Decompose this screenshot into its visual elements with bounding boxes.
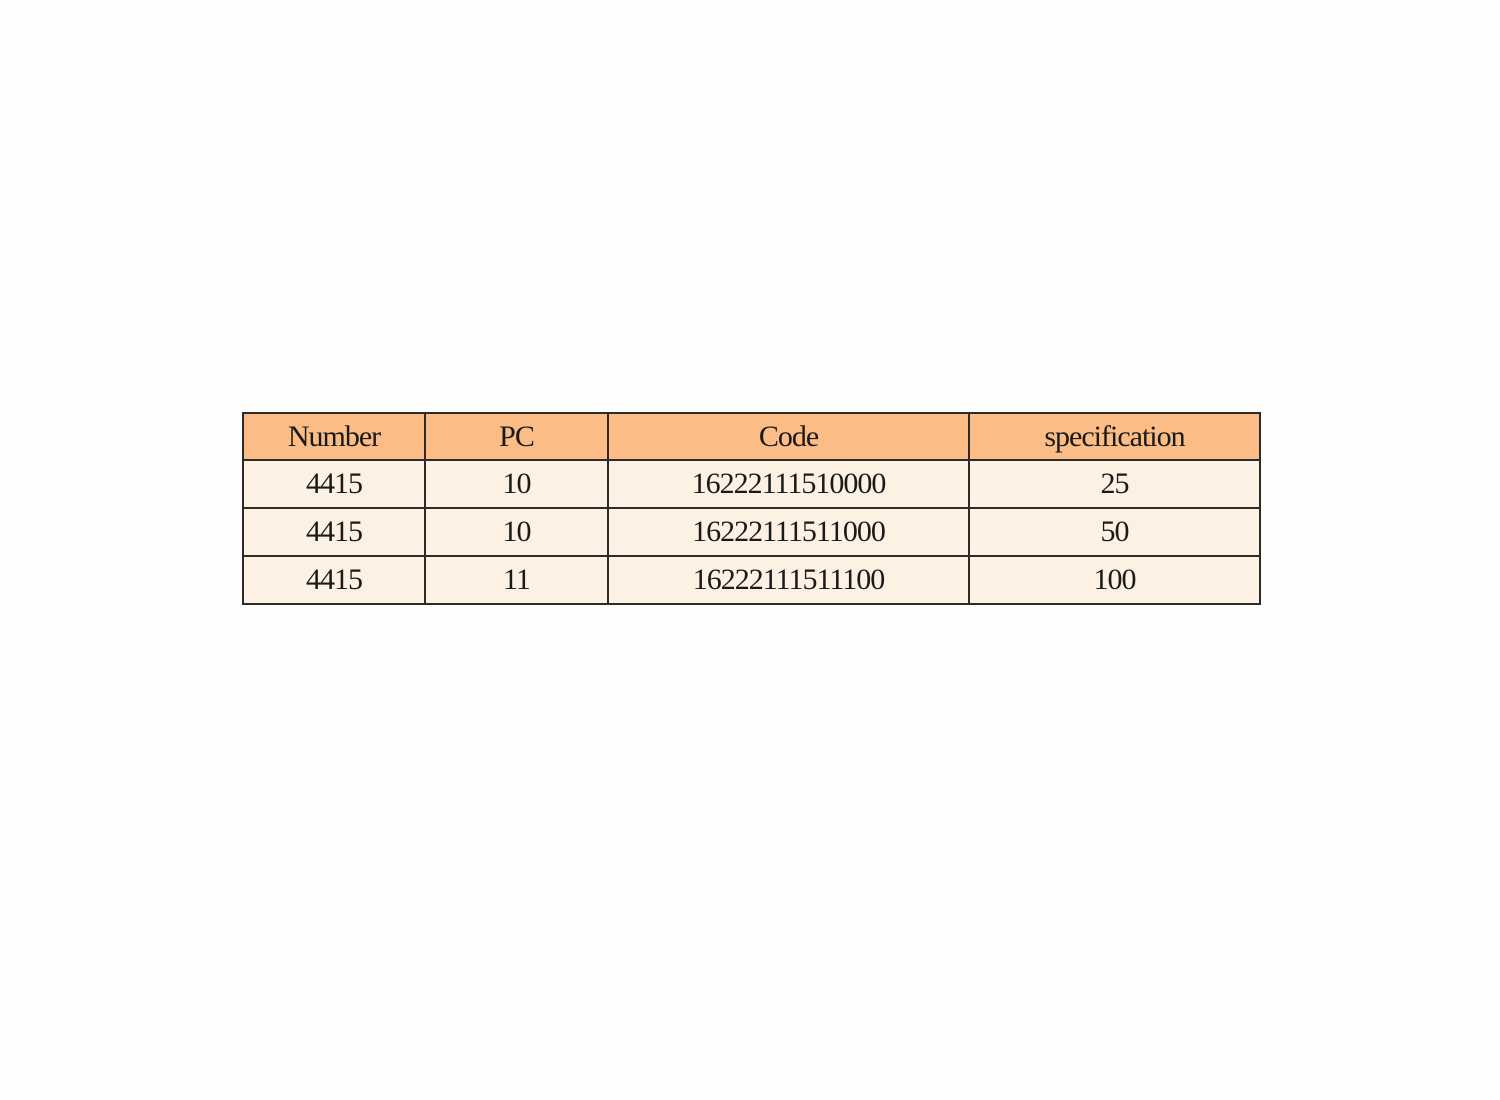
cell-number: 4415 xyxy=(243,556,425,604)
cell-pc: 10 xyxy=(425,508,608,556)
cell-number: 4415 xyxy=(243,460,425,508)
table-header xyxy=(243,413,1260,460)
cell-specification: 25 xyxy=(969,460,1260,508)
data-table xyxy=(242,412,1261,605)
cell-pc: 11 xyxy=(425,556,608,604)
cell-code: 16222111511100 xyxy=(608,556,969,604)
cell-code: 16222111511000 xyxy=(608,508,969,556)
cell-code: 16222111510000 xyxy=(608,460,969,508)
table-row xyxy=(243,508,1260,556)
column-header-number: Number xyxy=(243,413,425,460)
table-row xyxy=(243,556,1260,604)
cell-number: 4415 xyxy=(243,508,425,556)
column-header-specification: specification xyxy=(969,413,1260,460)
table-body xyxy=(243,460,1260,604)
cell-specification: 100 xyxy=(969,556,1260,604)
column-header-code: Code xyxy=(608,413,969,460)
table-row xyxy=(243,460,1260,508)
cell-specification: 50 xyxy=(969,508,1260,556)
cell-pc: 10 xyxy=(425,460,608,508)
header-row xyxy=(243,413,1260,460)
column-header-pc: PC xyxy=(425,413,608,460)
